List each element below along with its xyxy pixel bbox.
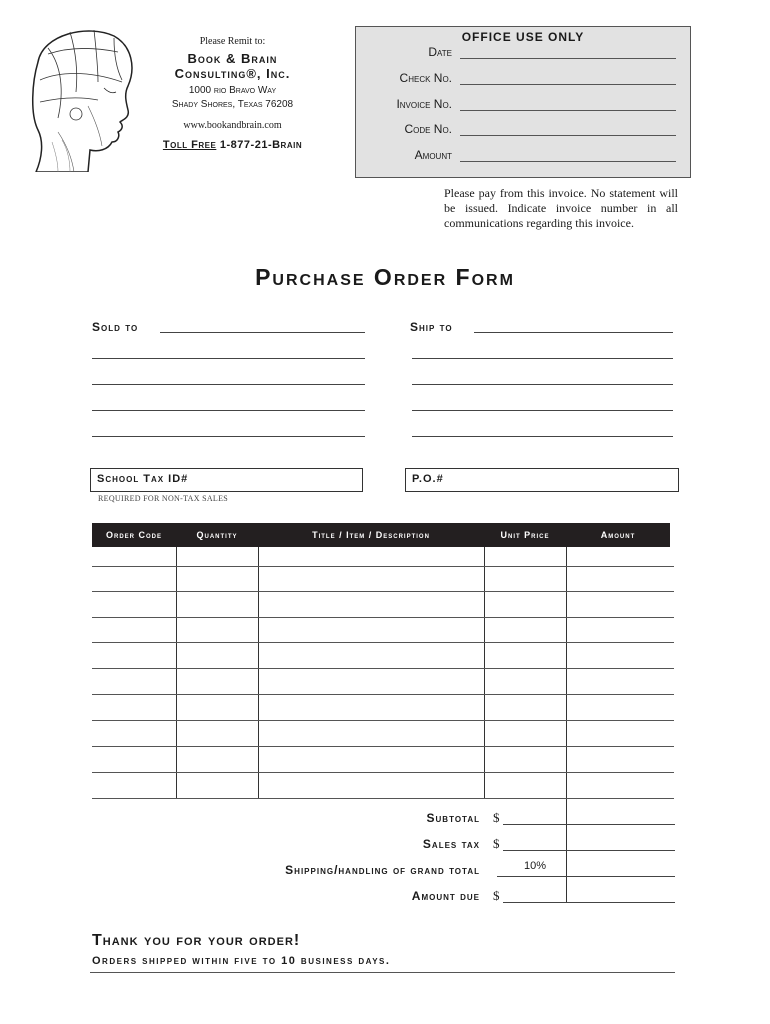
phrenology-head-illustration xyxy=(18,22,140,172)
ship-to-line-2[interactable] xyxy=(412,358,673,359)
table-row[interactable] xyxy=(92,617,674,618)
office-field-date[interactable]: Date xyxy=(356,45,692,61)
table-row[interactable] xyxy=(92,591,674,592)
company-name: Book & Brain Consulting®, Inc. xyxy=(174,51,291,81)
subtotal-label: Subtotal xyxy=(426,811,480,825)
col-divider xyxy=(566,547,567,902)
sold-to-line-1[interactable] xyxy=(160,332,365,333)
subtotal-field[interactable] xyxy=(503,824,675,825)
sales-tax-dollar: $ xyxy=(493,836,500,851)
table-row[interactable] xyxy=(92,566,674,567)
sold-to-line-5[interactable] xyxy=(92,436,365,437)
table-row[interactable] xyxy=(92,720,674,721)
footer-divider xyxy=(90,972,675,973)
shipping-percent: 10% xyxy=(523,860,547,872)
table-row[interactable] xyxy=(92,642,674,643)
remit-label: Please Remit to: xyxy=(199,36,266,47)
sales-tax-label: Sales tax xyxy=(422,837,480,851)
col-description: Title / Item / Description xyxy=(312,530,430,540)
po-number-field[interactable]: P.O.# xyxy=(405,468,679,492)
col-divider xyxy=(258,547,259,799)
col-divider xyxy=(176,547,177,799)
office-field-check-no[interactable]: Check No. xyxy=(356,71,692,87)
ship-to-line-4[interactable] xyxy=(412,410,673,411)
office-field-amount[interactable]: Amount xyxy=(356,148,692,164)
table-row[interactable] xyxy=(92,694,674,695)
sales-tax-field[interactable] xyxy=(503,850,675,851)
amount-due-dollar: $ xyxy=(493,888,500,903)
office-field-code-no[interactable]: Code No. xyxy=(356,122,692,138)
ship-to-line-3[interactable] xyxy=(412,384,673,385)
shipping-label: Shipping/handling of grand total xyxy=(285,863,480,877)
ship-to-label: Ship to xyxy=(410,320,453,334)
school-tax-id-field[interactable]: School Tax ID# xyxy=(90,468,363,492)
office-field-invoice-no[interactable]: Invoice No. xyxy=(356,97,692,113)
col-amount: Amount xyxy=(600,530,636,540)
col-unit-price: Unit Price xyxy=(500,530,550,540)
required-note: REQUIRED FOR NON-TAX SALES xyxy=(98,494,229,503)
subtotal-dollar: $ xyxy=(493,810,500,825)
col-order-code: Order Code xyxy=(105,530,162,540)
col-divider xyxy=(484,547,485,799)
office-use-only-box xyxy=(355,26,691,178)
order-table-header xyxy=(92,523,670,547)
ship-to-line-1[interactable] xyxy=(474,332,673,333)
table-row[interactable] xyxy=(92,772,674,773)
shipping-field[interactable] xyxy=(497,876,675,877)
table-row[interactable] xyxy=(92,668,674,669)
table-row[interactable] xyxy=(92,798,674,799)
amount-due-label: Amount due xyxy=(411,889,480,903)
ship-to-line-5[interactable] xyxy=(412,436,673,437)
toll-free-number: Toll Free 1-877-21-Brain xyxy=(162,139,303,151)
payment-note: Please pay from this invoice. No statement will be issued. Indicate invoice number in all communications regarding this invoice. xyxy=(444,186,678,230)
office-use-title: OFFICE USE ONLY xyxy=(461,30,585,44)
shipping-note: Orders shipped within five to 10 business days. xyxy=(92,955,391,967)
table-row[interactable] xyxy=(92,746,674,747)
page-title: Purchase Order Form xyxy=(255,264,515,290)
company-website: www.bookandbrain.com xyxy=(183,120,282,131)
amount-due-field[interactable] xyxy=(503,902,675,903)
sold-to-line-4[interactable] xyxy=(92,410,365,411)
thank-you-message: Thank you for your order! xyxy=(92,932,301,949)
sold-to-line-3[interactable] xyxy=(92,384,365,385)
sold-to-label: Sold to xyxy=(92,320,139,334)
company-address: 1000 rio Bravo Way Shady Shores, Texas 76208 xyxy=(171,85,294,110)
sold-to-line-2[interactable] xyxy=(92,358,365,359)
col-quantity: Quantity xyxy=(196,530,238,540)
remit-to-block xyxy=(150,36,315,151)
